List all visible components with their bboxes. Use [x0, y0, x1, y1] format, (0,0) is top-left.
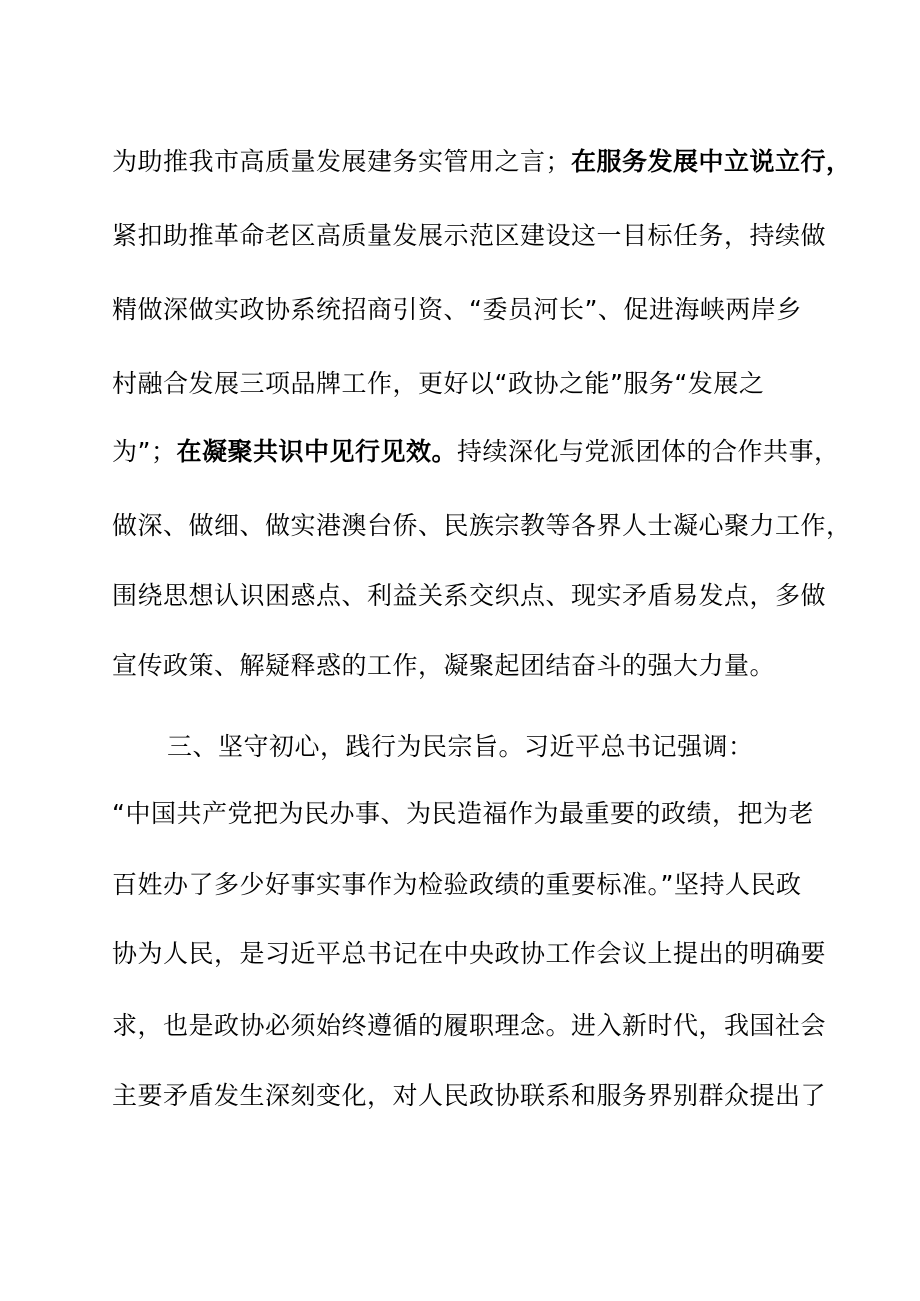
text-run: 为”；: [112, 437, 177, 466]
text-line: [112, 798, 832, 830]
text-line: [112, 146, 852, 178]
text-run: 为助推我市高质量发展建务实管用之言；: [112, 147, 572, 176]
section-heading-line: [167, 731, 887, 763]
text-line: [112, 294, 832, 326]
text-line: [112, 869, 832, 901]
text-line: [112, 650, 832, 682]
text-line: [112, 368, 832, 400]
text-line: [112, 510, 852, 542]
bold-text-run: 在凝聚共识中见行见效。: [176, 437, 457, 466]
text-run: 主要矛盾发生深刻变化，对人民政协联系和服务界别群众提出了: [112, 1081, 827, 1110]
bold-text-run: 在服务发展中立说立行，: [571, 147, 852, 176]
text-line: [112, 436, 840, 468]
text-run: 三、坚守初心，践行为民宗旨。习近平总书记强调：: [167, 732, 754, 761]
text-run: 协为人民，是习近平总书记在中央政协工作会议上提出的明确要: [112, 939, 827, 968]
text-run: 村融合发展三项品牌工作，更好以“政协之能”服务“发展之: [112, 369, 765, 398]
text-run: 持续深化与党派团体的合作共事，: [456, 437, 840, 466]
text-run: 求，也是政协必须始终遵循的履职理念。进入新时代，我国社会: [112, 1011, 827, 1040]
text-run: 紧扣助推革命老区高质量发展示范区建设这一目标任务，持续做: [112, 221, 827, 250]
text-line: [112, 580, 832, 612]
text-line: [112, 1010, 832, 1042]
text-run: 做深、做细、做实港澳台侨、民族宗教等各界人士凝心聚力工作，: [112, 511, 852, 540]
text-line: [112, 1080, 832, 1112]
text-line: [112, 938, 832, 970]
text-run: 精做深做实政协系统招商引资、“委员河长”、促进海峡两岸乡: [112, 295, 802, 324]
text-run: “中国共产党把为民办事、为民造福作为最重要的政绩，把为老: [112, 799, 814, 828]
text-line: [112, 220, 832, 252]
text-run: 百姓办了多少好事实事作为检验政绩的重要标准。”坚持人民政: [112, 870, 802, 899]
text-run: 宣传政策、解疑释惑的工作，凝聚起团结奋斗的强大力量。: [112, 651, 776, 680]
text-run: 围绕思想认识困惑点、利益关系交织点、现实矛盾易发点，多做: [112, 581, 827, 610]
